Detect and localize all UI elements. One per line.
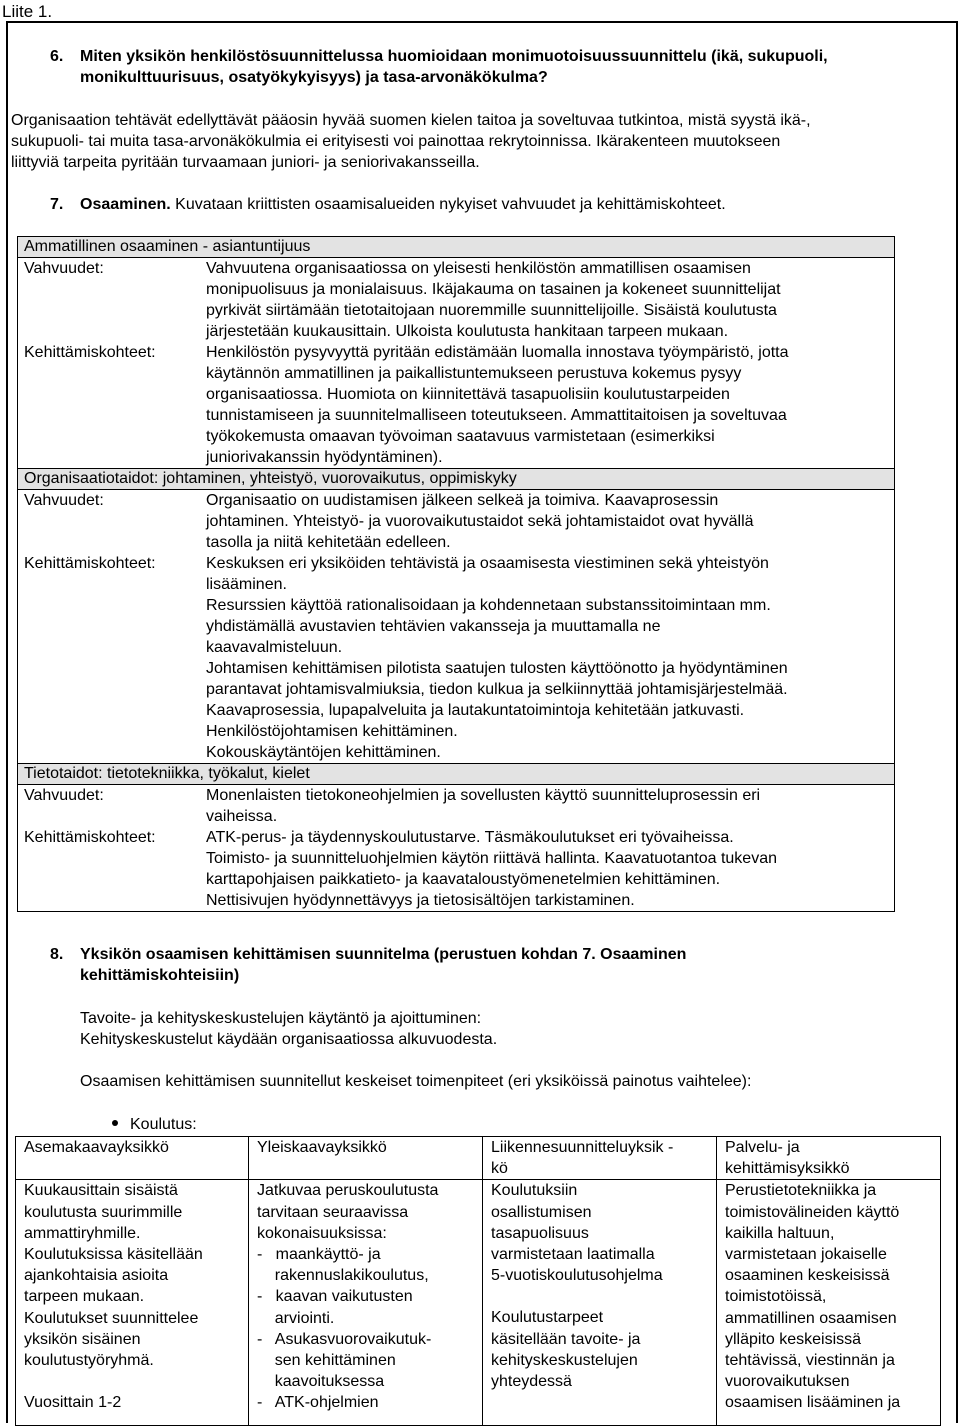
cell-line: Jatkuvaa peruskoulutusta <box>257 1182 439 1200</box>
text-line: työkokemusta omaavan työvoiman saatavuus varmistetaan (esimerkiksi <box>206 428 715 445</box>
cell-line: yksikön sisäinen <box>24 1330 141 1348</box>
cell-line: Vuosittain 1-2 <box>24 1394 122 1412</box>
q6-body-line: Organisaation tehtävät edellyttävät pääosin hyvää suomen kielen taitoa ja soveltuvaa tutkintoa, mistä syystä ikä-, <box>11 112 811 129</box>
cell-spacer <box>491 1286 708 1307</box>
text-line: tunnistamiseen ja suunnitelmalliseen toteutukseen. Ammattitaitoisen ja soveltuvaa <box>206 407 787 424</box>
development-row <box>18 827 894 911</box>
q8-number: 8. <box>50 946 64 963</box>
cell-line: vuorovaikutuksen <box>725 1373 850 1391</box>
cell-line: tasapuolisuus <box>491 1224 589 1242</box>
competence-table <box>17 236 895 912</box>
text-line: käytännön ammatillinen ja paikallistuntemukseen perustuva kokemus pysyy <box>206 365 742 382</box>
text-line: pyrkivät siirtämään tietotaitojaan nuoremmille suunnittelijoille. Sisäistä koulutusta <box>206 302 777 319</box>
q7-heading <box>80 194 726 215</box>
q6-title-line: Miten yksikön henkilöstösuunnittelussa huomioidaan monimuotoisuussuunnittelu (ikä, sukupuoli, <box>80 48 828 65</box>
cell-line: varmistetaan laatimalla <box>491 1246 655 1264</box>
development-text <box>206 827 894 911</box>
strengths-text <box>206 258 894 342</box>
development-row <box>18 553 894 763</box>
cell-spacer <box>24 1371 240 1392</box>
cell-line: ylläpito keskeisissä <box>725 1330 862 1348</box>
header-cell <box>249 1137 483 1180</box>
cell-line: tehtävissä, viestinnän ja <box>725 1352 895 1370</box>
text-line: Henkilöstöjohtamisen kehittäminen. <box>206 723 458 740</box>
text-line: vaiheissa. <box>206 808 278 825</box>
text-line: Toimisto- ja suunnitteluohjelmien käytön riittävä hallinta. Kaavatuotantoa tukevan <box>206 850 777 867</box>
q8-title-line: kehittämiskohteisiin) <box>80 967 240 984</box>
cell-line: - maankäyttö- ja <box>257 1246 381 1264</box>
header-text: Palvelu- ja <box>725 1139 800 1156</box>
header-text: kö <box>491 1160 508 1178</box>
text-line: ATK-perus- ja täydennyskoulutustarve. Täsmäkoulutukset eri työvaiheissa. <box>206 829 734 846</box>
bullet-icon <box>112 1120 118 1126</box>
text-line: yhdistämällä avustavien tehtävien vakansseja ja muuttamalla ne <box>206 618 661 635</box>
text-line: monipuolisuus ja monialaisuus. Ikäjakauma on tasainen ja kokeneet suunnittelijat <box>206 281 781 298</box>
text-line: Resurssien käyttöä rationalisoidaan ja kohdennetaan substanssitoimintaan mm. <box>206 597 771 614</box>
text-line: Kaavaprosessia, lupapalveluita ja lautakuntatoimintoja kehitetään jatkuvasti. <box>206 702 745 719</box>
q6-title <box>80 46 828 88</box>
q7-title: Osaaminen. <box>80 196 171 213</box>
header-cell <box>717 1137 941 1180</box>
q7-subtitle: Kuvataan kriittisten osaamisalueiden nykyiset vahvuudet ja kehittämiskohteet. <box>175 196 726 213</box>
strengths-row <box>18 490 894 553</box>
cell-line: kaavoituksessa <box>257 1373 385 1391</box>
q6-body <box>11 110 811 173</box>
text-line: parantavat johtamisvalmiuksia, tiedon kulkua ja selkiinnyttää johtamisjärjestelmää. <box>206 681 788 698</box>
cell-line: Koulutuksissa käsitellään <box>24 1246 203 1264</box>
cell-line: 5-vuotiskoulutusohjelma <box>491 1267 663 1285</box>
cell-line: arviointi. <box>257 1309 335 1327</box>
table-cell <box>16 1180 249 1426</box>
q8-paragraph-2: Osaamisen kehittämisen suunnitellut keskeiset toimenpiteet (eri yksiköissä painotus vaihtelee): <box>80 1073 752 1090</box>
attachment-label: Liite 1. <box>2 2 53 21</box>
q6-body-line: sukupuoli- tai muita tasa-arvonäkökulmia ei erityisesti voi painottaa rekrytoinnissa. Ikärakenteen muutokseen <box>11 133 781 150</box>
cell-line: osaamisen lisääminen ja <box>725 1394 901 1412</box>
strengths-text <box>206 785 894 827</box>
cell-line: ammatillinen osaamisen <box>725 1309 897 1327</box>
section-title: Organisaatiotaidot: johtaminen, yhteistyö, vuorovaikutus, oppimiskyky <box>18 468 894 490</box>
q8-paragraph-1 <box>80 1008 497 1050</box>
header-text: Yleiskaavayksikkö <box>257 1139 387 1156</box>
cell-line: Koulutukset suunnittelee <box>24 1309 199 1327</box>
development-label: Kehittämiskohteet: <box>24 555 156 572</box>
cell-line: kehityskeskustelujen <box>491 1351 638 1369</box>
strengths-label: Vahvuudet: <box>24 787 104 804</box>
section-title: Ammatillinen osaaminen - asiantuntijuus <box>18 237 894 258</box>
table-cell <box>483 1180 717 1426</box>
text-line: Kehityskeskustelut käydään organisaatiossa alkuvuodesta. <box>80 1031 498 1048</box>
text-line: juniorivakanssin hyödyntäminen). <box>206 449 443 466</box>
strengths-row <box>18 785 894 827</box>
development-row <box>18 342 894 468</box>
header-text: kehittämisyksikkö <box>725 1160 850 1178</box>
development-label: Kehittämiskohteet: <box>24 344 156 361</box>
header-cell <box>483 1137 717 1180</box>
development-label: Kehittämiskohteet: <box>24 829 156 846</box>
cell-line: ammattiryhmille. <box>24 1224 141 1242</box>
text-line: Kokouskäytäntöjen kehittäminen. <box>206 744 441 761</box>
text-line: Keskuksen eri yksiköiden tehtävistä ja osaamisesta viestiminen sekä yhteistyön <box>206 555 769 572</box>
cell-line: osaaminen keskeisissä <box>725 1267 890 1285</box>
cell-line: kokonaisuuksissa: <box>257 1224 387 1242</box>
q6-number: 6. <box>50 48 64 65</box>
cell-line: osallistumisen <box>491 1203 592 1221</box>
text-line: Vahvuutena organisaatiossa on yleisesti henkilöstön ammatillisen osaamisen <box>206 260 751 277</box>
text-line: kaavavalmisteluun. <box>206 639 343 656</box>
strengths-label: Vahvuudet: <box>24 492 104 509</box>
text-line: Tavoite- ja kehityskeskustelujen käytäntö ja ajoittuminen: <box>80 1010 482 1027</box>
development-text <box>206 342 894 468</box>
bullet-label: Koulutus: <box>130 1116 197 1133</box>
cell-line: yhteydessä <box>491 1373 572 1391</box>
cell-line: tarpeen mukaan. <box>24 1288 145 1306</box>
text-line: Nettisivujen hyödynnettävyys ja tietosisältöjen tarkistaminen. <box>206 892 635 909</box>
text-line: järjestetään kuukausittain. Ulkoista koulutusta hankitaan tarpeen mukaan. <box>206 323 729 340</box>
cell-line: Kuukausittain sisäistä <box>24 1182 178 1200</box>
q8-title-line: Yksikön osaamisen kehittämisen suunnitelma (perustuen kohdan 7. Osaaminen <box>80 946 687 963</box>
cell-line: - Asukasvuorovaikutuk- <box>257 1330 432 1348</box>
header-cell <box>16 1137 249 1180</box>
text-line: Johtamisen kehittämisen pilotista saatujen tulosten käyttöönotto ja hyödyntäminen <box>206 660 788 677</box>
q7-number: 7. <box>50 196 64 213</box>
training-table <box>15 1136 941 1426</box>
text-line: tasolla ja niitä kehitetään edelleen. <box>206 534 451 551</box>
cell-line: rakennuslakikoulutus, <box>257 1267 429 1285</box>
cell-line: koulutusta suurimmille <box>24 1203 183 1221</box>
cell-line: - ATK-ohjelmien <box>257 1394 379 1412</box>
text-line: karttapohjaisen paikkatieto- ja kaavataloustyömenetelmien kehittäminen. <box>206 871 721 888</box>
cell-line: varmistetaan jokaiselle <box>725 1246 887 1264</box>
cell-line: Koulutuksiin <box>491 1182 578 1200</box>
cell-line: koulutustyöryhmä. <box>24 1352 154 1370</box>
cell-line: ajankohtaisia asioita <box>24 1267 169 1285</box>
q6-title-line: monikulttuurisuus, osatyökykyisyys) ja tasa-arvonäkökulma? <box>80 69 548 86</box>
text-line: Henkilöstön pysyvyyttä pyritään edistämään luomalla innostava työympäristö, jotta <box>206 344 789 361</box>
strengths-label: Vahvuudet: <box>24 260 104 277</box>
section-title: Tietotaidot: tietotekniikka, työkalut, kielet <box>18 763 894 785</box>
cell-line: toimistovälineiden käyttö <box>725 1203 900 1221</box>
text-line: johtaminen. Yhteistyö- ja vuorovaikutustaidot sekä johtamistaidot ovat hyvällä <box>206 513 754 530</box>
text-line: Monenlaisten tietokoneohjelmien ja sovellusten käyttö suunnitteluprosessin eri <box>206 787 761 804</box>
text-line: organisaatiossa. Huomiota on kiinnitettävä tasapuolisiin koulutustarpeiden <box>206 386 730 403</box>
cell-line: Koulutustarpeet <box>491 1309 604 1327</box>
header-text: Asemakaavayksikkö <box>24 1139 169 1156</box>
text-line: lisääminen. <box>206 576 287 593</box>
table-cell <box>717 1180 941 1426</box>
q8-title <box>80 944 686 986</box>
cell-line: kaikilla haltuun, <box>725 1224 835 1242</box>
cell-line: Perustietotekniikka ja <box>725 1182 877 1200</box>
cell-line: - kaavan vaikutusten <box>257 1288 413 1306</box>
cell-line: toimistotöissä, <box>725 1288 827 1306</box>
header-text: Liikennesuunnitteluyksik - <box>491 1139 674 1156</box>
strengths-row <box>18 258 894 342</box>
table-row <box>16 1180 941 1426</box>
training-bullet <box>112 1114 197 1135</box>
development-text <box>206 553 894 763</box>
table-header-row <box>16 1137 941 1180</box>
table-cell <box>249 1180 483 1426</box>
text-line: Organisaatio on uudistamisen jälkeen selkeä ja toimiva. Kaavaprosessin <box>206 492 719 509</box>
cell-line: käsitellään tavoite- ja <box>491 1330 641 1348</box>
cell-line: tarvitaan seuraavissa <box>257 1203 409 1221</box>
q6-body-line: liittyviä tarpeita pyritään turvaamaan juniori- ja seniorivakansseilla. <box>11 154 480 171</box>
cell-line: sen kehittäminen <box>257 1352 396 1370</box>
strengths-text <box>206 490 894 553</box>
